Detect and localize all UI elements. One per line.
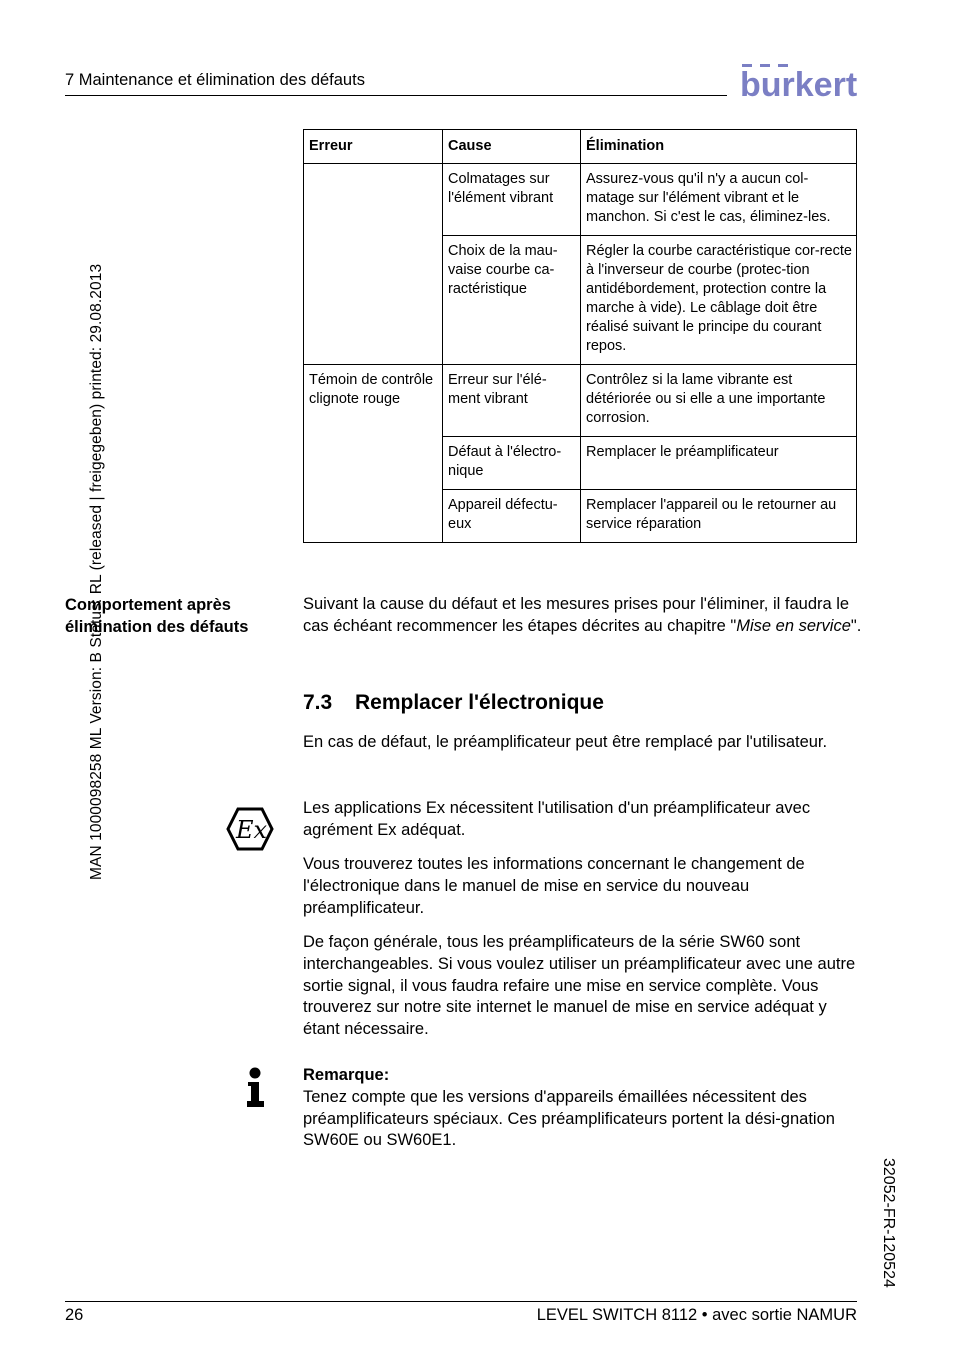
section-number: 7.3 (303, 691, 333, 714)
note-block (303, 1065, 863, 1152)
paragraph-ex: Les applications Ex nécessitent l'utilisation d'un préamplificateur avec agrément Ex adéquat. (303, 799, 811, 839)
fault-table (303, 129, 857, 543)
info-icon (244, 1067, 266, 1109)
table-cell-erreur: Témoin de contrôle clignote rouge (304, 365, 443, 543)
ex-atex-icon (226, 807, 274, 851)
chapter-reference: Mise en service (736, 616, 851, 635)
table-header-elimination: Élimination (581, 130, 857, 164)
table-cell-erreur-empty (304, 164, 443, 365)
table-cell-cause: Appareil défectu-eux (443, 490, 581, 543)
section-title: Remplacer l'électronique (355, 691, 604, 714)
note-text: Tenez compte que les versions d'appareils émaillées nécessitent des préamplificateurs spéciaux. Ces préamplificateurs portent la dési-gnation SW60E ou SW60E1. (303, 1087, 835, 1150)
behaviour-text: Suivant la cause du défaut et les mesures prises pour l'éliminer, il faudra le cas échéant recommencer les étapes décrites au chapitre " (303, 595, 850, 635)
table-cell-cause: Erreur sur l'élé-ment vibrant (443, 365, 581, 437)
product-name: LEVEL SWITCH 8112 • avec sortie NAMUR (536, 1306, 857, 1324)
table-cell-cause: Choix de la mau-vaise courbe ca-ractéristique (443, 236, 581, 365)
side-label-behaviour: Comportement après élimination des défauts (65, 596, 249, 636)
page-number: 26 (65, 1306, 84, 1324)
svg-text:Ex: Ex (236, 816, 268, 844)
table-cell-elimination: Assurez-vous qu'il n'y a aucun col-matage sur l'élément vibrant et le manchon. Si c'est le cas, éliminez-les. (581, 164, 857, 236)
table-cell-elimination: Remplacer l'appareil ou le retourner au service réparation (581, 490, 857, 543)
paragraph-info: Vous trouverez toutes les informations concernant le changement de l'électronique dans le manuel de mise en service du nouveau préamplificateur. (303, 855, 805, 917)
table-cell-elimination: Régler la courbe caractéristique cor-recte à l'inverseur de courbe (protec-tion antidébordement, protection contre la marche à vide). Le câblage doit être réalisé suivant le principe du courant repos. (581, 236, 857, 365)
table-cell-cause: Défaut à l'électro-nique (443, 437, 581, 490)
table-header-cause: Cause (443, 130, 581, 164)
table-cell-elimination: Contrôlez si la lame vibrante est détériorée ou si elle a une importante corrosion. (581, 365, 857, 437)
paragraph-interchange: De façon générale, tous les préamplificateurs de la série SW60 sont interchangeables. Si vous voulez utiliser un préamplificateur avec une autre sortie signal, il vous faudra refaire une mise en service complète. Vous trouverez sur notre site internet le manuel de mise en service adéquat y étant nécessaire. (303, 933, 856, 1039)
svg-text:burkert: burkert (740, 66, 858, 100)
behaviour-text-end: ". (850, 616, 862, 635)
note-label: Remarque: (303, 1066, 390, 1084)
paragraph-intro: En cas de défaut, le préamplificateur peut être remplacé par l'utilisateur. (303, 733, 828, 751)
header-divider (65, 95, 727, 96)
table-header-erreur: Erreur (304, 130, 443, 164)
table-cell-elimination: Remplacer le préamplificateur (581, 437, 857, 490)
table-header-row (304, 130, 857, 164)
footer-divider (65, 1301, 857, 1302)
chapter-title: 7 Maintenance et élimination des défauts (65, 71, 365, 89)
table-row (304, 164, 857, 236)
behaviour-paragraph (303, 594, 863, 638)
table-row (304, 365, 857, 437)
section-heading (303, 691, 604, 715)
burkert-logo (740, 60, 858, 100)
document-code-vertical: 32052-FR-120524 (880, 1158, 897, 1288)
table-cell-cause: Colmatages sur l'élément vibrant (443, 164, 581, 236)
document-status-vertical: MAN 1000098258 ML Version: B Status: RL (released | freigegeben) printed: 29.08.2013 (88, 263, 105, 880)
